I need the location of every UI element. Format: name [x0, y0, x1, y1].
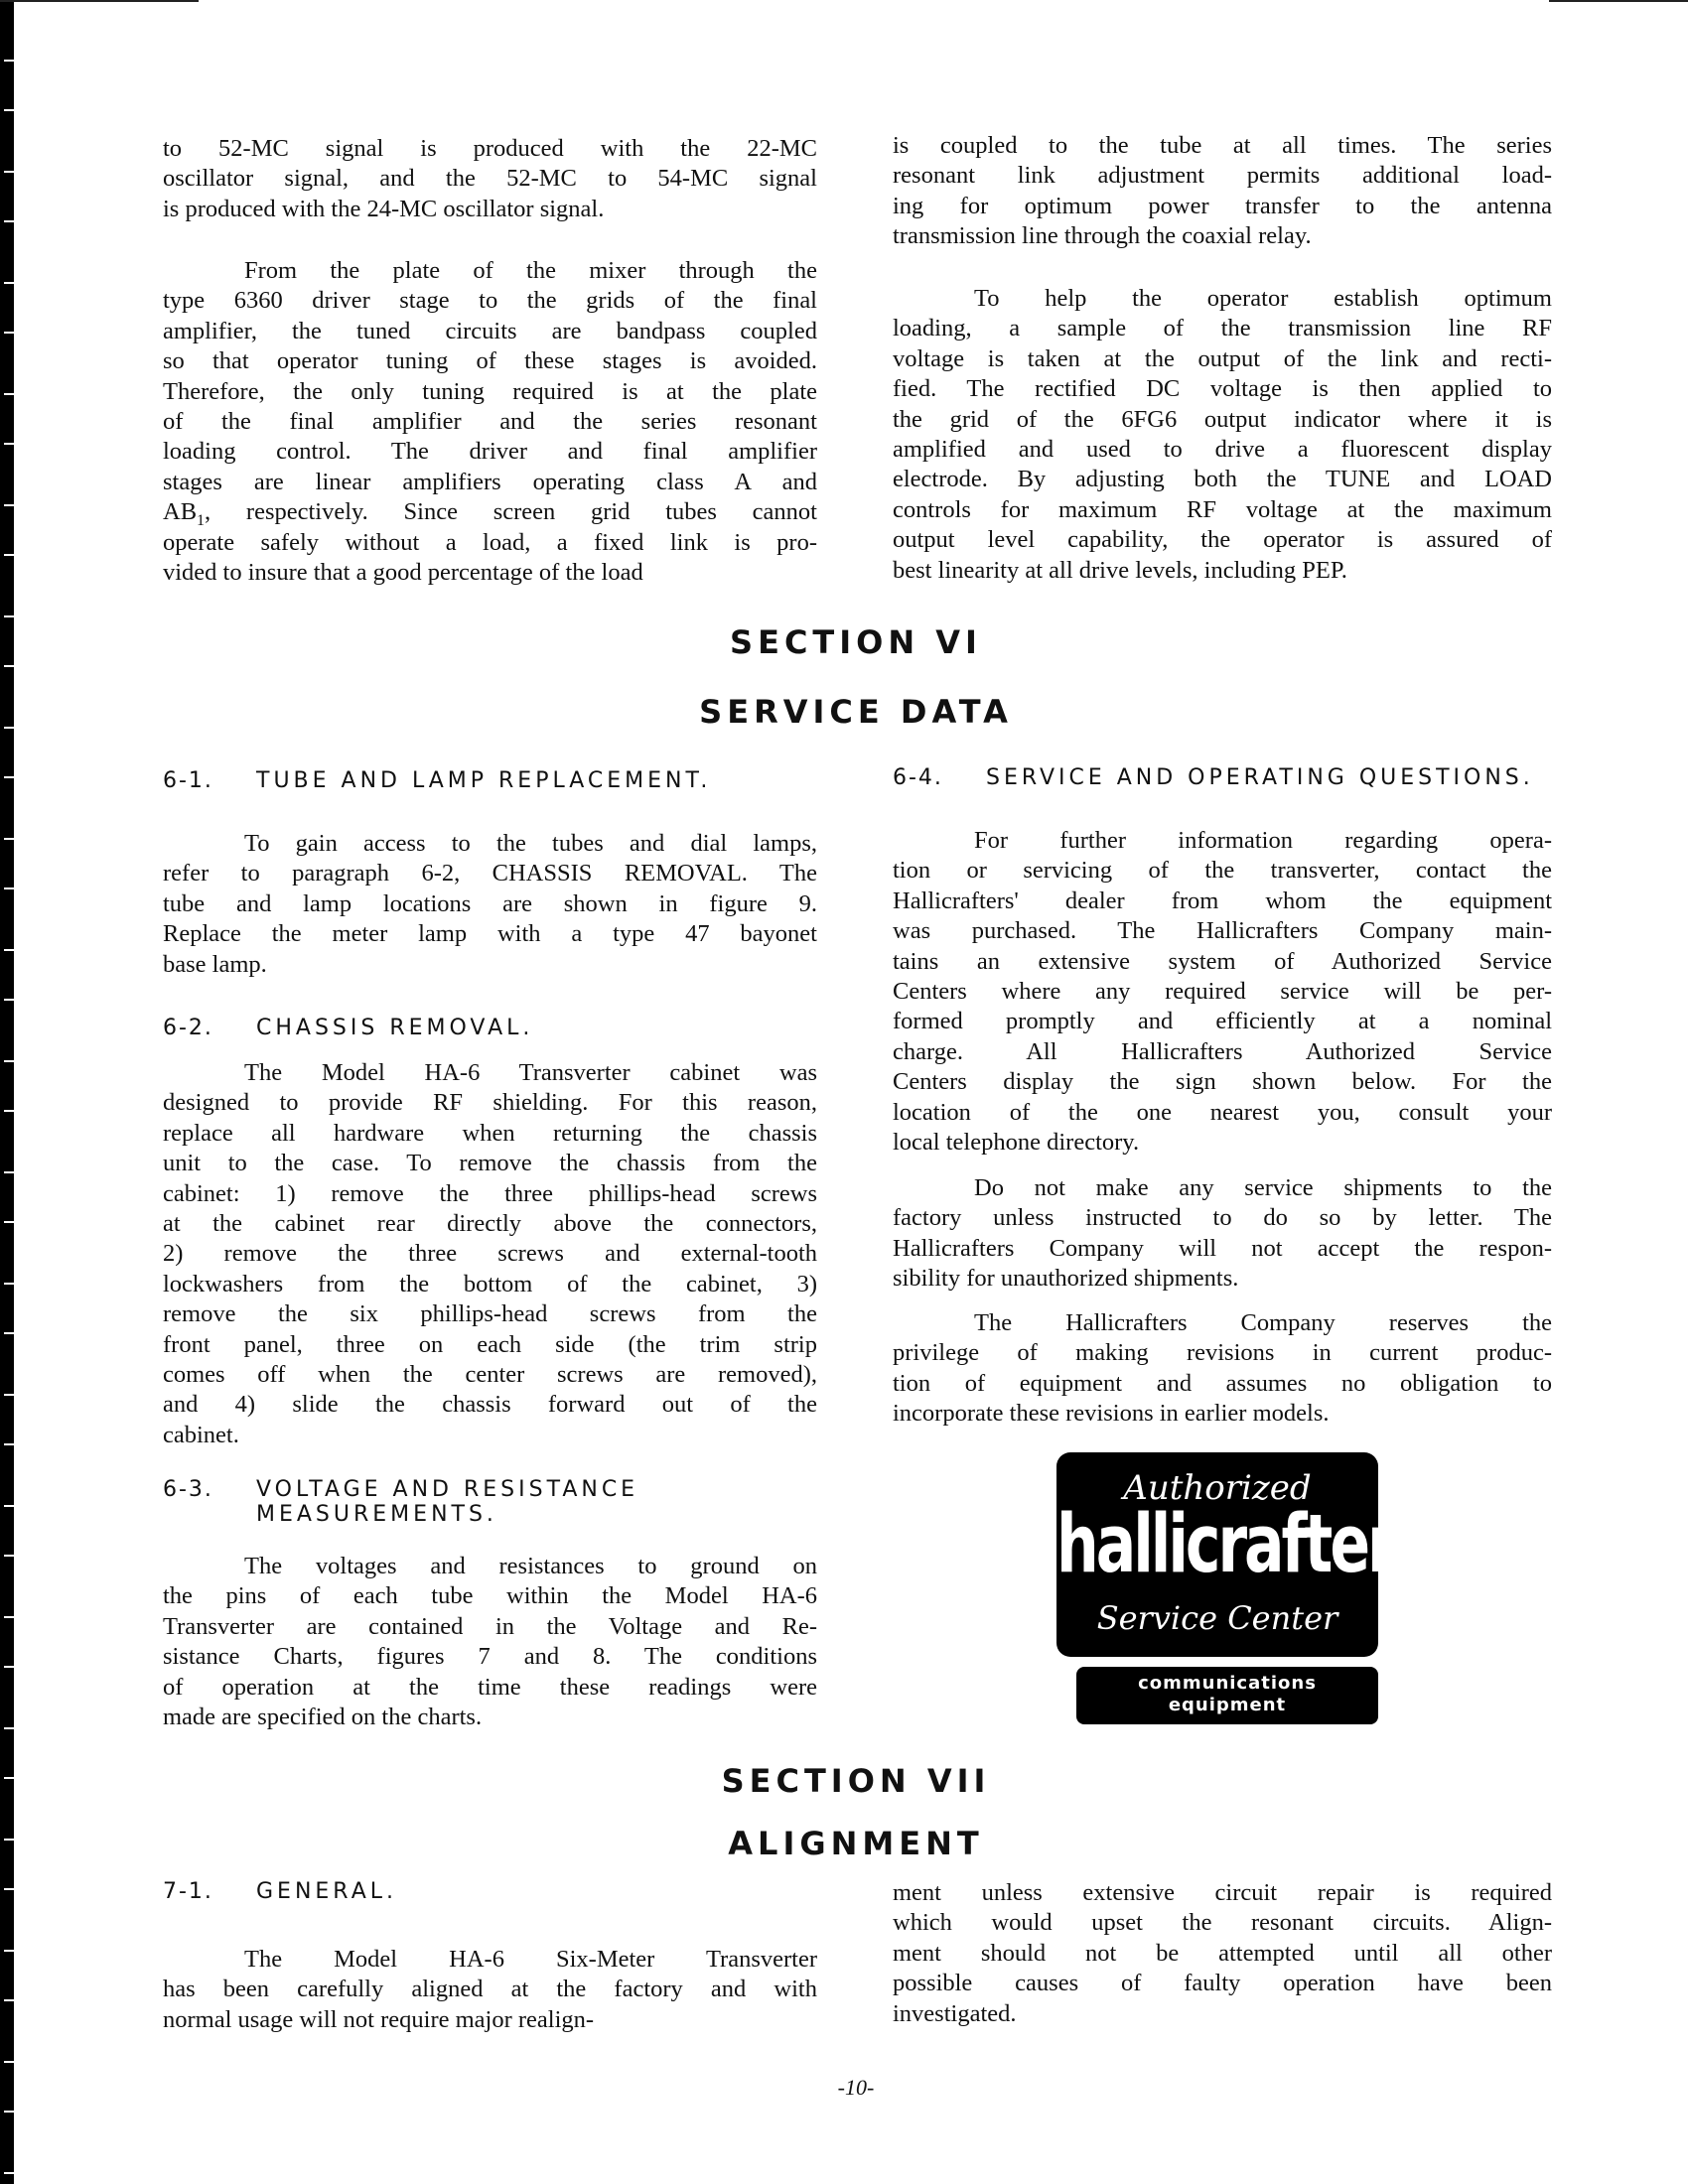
paragraph-7-1 — [163, 1945, 817, 2035]
text-line: $AB_1$, respectively. Since screen grid tubes cannot — [163, 498, 817, 530]
text-line: amplified and used to drive a fluorescent display — [893, 436, 1552, 464]
text-line: the grid of the 6FG6 output indicator where it is — [893, 405, 1552, 433]
heading-number: 7-1. — [163, 1879, 213, 1904]
authorized-service-center-logo — [1056, 1452, 1427, 1724]
text-line: so that operator tuning of these stages is avoided. — [163, 347, 817, 375]
paragraph-loading — [893, 284, 1552, 586]
text-line: Transverter are contained in the Voltage and Re- — [163, 1612, 817, 1640]
text-line: Centers display the sign shown below. For the — [893, 1068, 1552, 1096]
text-line: best linearity at all drive levels, including PEP. — [893, 556, 1347, 584]
text-line: tains an extensive system of Authorized Service — [893, 947, 1552, 975]
text-line: resonant link adjustment permits additional load- — [893, 162, 1552, 190]
text-line: sibility for unauthorized shipments. — [893, 1265, 1239, 1293]
scan-line — [1549, 0, 1688, 2]
paragraph-6-4-revisions — [893, 1308, 1552, 1430]
text-line: For further information regarding opera- — [974, 827, 1552, 854]
section-vii-title: SECTION VII — [721, 1762, 991, 1800]
text-line: 2) remove the three screws and external-tooth — [163, 1240, 817, 1268]
text-line: fied. The rectified DC voltage is then applied to — [893, 375, 1552, 403]
text-line: operate safely without a load, a fixed link is pro- — [163, 528, 817, 556]
text-line: replace all hardware when returning the chassis — [163, 1119, 817, 1147]
text-line: base lamp. — [163, 950, 267, 978]
text-line: comes off when the center screws are removed), — [163, 1361, 817, 1389]
text-line: type 6360 driver stage to the grids of the final — [163, 287, 817, 315]
text-line: output level capability, the operator is assured of — [893, 526, 1552, 554]
text-line: lockwashers from the bottom of the cabinet, 3) — [163, 1270, 817, 1297]
text-line: which would upset the resonant circuits. Align- — [893, 1909, 1552, 1937]
logo-tagline — [1076, 1667, 1378, 1724]
text-line: ment should not be attempted until all other — [893, 1939, 1552, 1967]
text-line: designed to provide RF shielding. For this reason, — [163, 1089, 817, 1117]
text-line: of the final amplifier and the series resonant — [163, 408, 817, 436]
text-line: has been carefully aligned at the factory and with — [163, 1976, 817, 2003]
paragraph-driver-stage — [163, 256, 817, 588]
section-vi-name: SERVICE DATA — [699, 693, 1013, 731]
page-number: -10- — [837, 2075, 875, 2100]
text-line: unit to the case. To remove the chassis from the — [163, 1150, 817, 1177]
text-line: to 52-MC signal is produced with the 22-MC — [163, 135, 817, 162]
text-line: oscillator signal, and the 52-MC to 54-MC signal — [163, 165, 817, 193]
text-line: cabinet. — [163, 1421, 239, 1448]
heading-number: 6-1. — [163, 768, 213, 793]
heading-text: VOLTAGE AND RESISTANCE — [256, 1477, 639, 1502]
text-line: The voltages and resistances to ground on — [244, 1553, 817, 1579]
text-line: charge. All Hallicrafters Authorized Service — [893, 1037, 1552, 1065]
heading-number: 6-4. — [893, 765, 943, 790]
text-line: privilege of making revisions in current produc- — [893, 1339, 1552, 1367]
section-vi-title: SECTION VI — [730, 623, 982, 661]
text-line: refer to paragraph 6-2, CHASSIS REMOVAL. The — [163, 860, 817, 887]
text-line: amplifier, the tuned circuits are bandpass coupled — [163, 317, 817, 344]
text-line: loading control. The driver and final amplifier — [163, 438, 817, 466]
paragraph-6-4-shipments — [893, 1173, 1552, 1295]
text-line: the pins of each tube within the Model HA-6 — [163, 1582, 817, 1610]
text-line: tube and lamp locations are shown in figure 9. — [163, 889, 817, 917]
text-line: Hallicrafters Company will not accept the respon- — [893, 1234, 1552, 1262]
heading-number: 6-3. — [163, 1477, 213, 1502]
text-line: factory unless instructed to do so by letter. The — [893, 1204, 1552, 1232]
logo-sign — [1056, 1452, 1427, 1657]
paragraph-6-4-info — [893, 826, 1552, 1158]
text-line: front panel, three on each side (the trim strip — [163, 1330, 817, 1358]
text-line: The Model HA-6 Six-Meter Transverter — [244, 1946, 817, 1973]
heading-6-1 — [163, 768, 711, 793]
text-line: at the cabinet rear directly above the connectors, — [163, 1210, 817, 1238]
text-line: investigated. — [893, 1999, 1017, 2027]
text-line: Replace the meter lamp with a type 47 bayonet — [163, 920, 817, 948]
text-line: The Hallicrafters Company reserves the — [974, 1309, 1552, 1336]
text-line: Do not make any service shipments to the — [974, 1174, 1552, 1201]
heading-text: SERVICE AND OPERATING QUESTIONS. — [986, 765, 1534, 790]
text-line: To gain access to the tubes and dial lamps, — [244, 830, 817, 857]
text-line: The Model HA-6 Transverter cabinet was — [244, 1059, 817, 1086]
text-line: is produced with the 24-MC oscillator signal. — [163, 195, 605, 222]
text-line: From the plate of the mixer through the — [244, 257, 817, 284]
text-line: of operation at the time these readings were — [163, 1673, 817, 1701]
text-line: electrode. By adjusting both the TUNE and LOAD — [893, 466, 1552, 493]
text-line: made are specified on the charts. — [163, 1704, 483, 1731]
section-vii-name: ALIGNMENT — [728, 1825, 984, 1862]
heading-text: GENERAL. — [256, 1879, 397, 1904]
text-line: ment unless extensive circuit repair is required — [893, 1879, 1552, 1906]
text-line: Hallicrafters' dealer from whom the equipment — [893, 887, 1552, 914]
text-line: Therefore, the only tuning required is at the plate — [163, 377, 817, 405]
logo-service-center: Service Center — [1096, 1599, 1338, 1637]
paragraph-mixer-signal — [163, 134, 817, 224]
text-line: loading, a sample of the transmission line RF — [893, 315, 1552, 342]
paragraph-6-2 — [163, 1058, 817, 1450]
text-line: stages are linear amplifiers operating class A and — [163, 468, 817, 495]
text-line: and 4) slide the chassis forward out of the — [163, 1391, 817, 1419]
text-line: controls for maximum RF voltage at the maximum — [893, 495, 1552, 523]
text-line: sistance Charts, figures 7 and 8. The conditions — [163, 1643, 817, 1671]
text-line: local telephone directory. — [893, 1129, 1140, 1157]
heading-6-2 — [163, 1016, 533, 1040]
logo-tagline-2: equipment — [1168, 1695, 1287, 1715]
heading-number: 6-2. — [163, 1016, 213, 1040]
logo-tagline-1: communications — [1138, 1673, 1317, 1694]
text-line: voltage is taken at the output of the link and recti- — [893, 344, 1552, 372]
heading-6-3 — [163, 1477, 638, 1527]
heading-text: TUBE AND LAMP REPLACEMENT. — [256, 768, 712, 793]
logo-authorized: Authorized — [1123, 1468, 1312, 1508]
text-line: transmission line through the coaxial relay. — [893, 222, 1312, 250]
paragraph-link-coupling — [893, 131, 1552, 252]
text-line: cabinet: 1) remove the three phillips-head screws — [163, 1179, 817, 1207]
text-line: formed promptly and efficiently at a nominal — [893, 1008, 1552, 1035]
text-line: possible causes of faulty operation have been — [893, 1970, 1552, 1997]
heading-text-line2: MEASUREMENTS. — [256, 1502, 497, 1527]
paragraph-7-1-continued — [893, 1878, 1552, 2029]
heading-text: CHASSIS REMOVAL. — [256, 1016, 534, 1040]
text-line: Centers where any required service will be per- — [893, 978, 1552, 1006]
text-line: vided to insure that a good percentage of the load — [163, 559, 643, 587]
text-line: To help the operator establish optimum — [974, 285, 1552, 312]
paragraph-6-3 — [163, 1552, 817, 1732]
logo-brand: hallicrafters — [1056, 1497, 1427, 1592]
heading-6-4 — [893, 765, 1534, 790]
text-line: tion or servicing of the transverter, contact the — [893, 857, 1552, 885]
heading-7-1 — [163, 1879, 397, 1904]
text-line: is coupled to the tube at all times. The series — [893, 132, 1552, 159]
text-line: location of the one nearest you, consult your — [893, 1098, 1552, 1126]
text-line: normal usage will not require major realign- — [163, 2005, 595, 2033]
text-line: was purchased. The Hallicrafters Company main- — [893, 917, 1552, 945]
text-line: remove the six phillips-head screws from the — [163, 1300, 817, 1328]
paragraph-6-1 — [163, 829, 817, 980]
text-line: tion of equipment and assumes no obligation to — [893, 1369, 1552, 1397]
text-line: ing for optimum power transfer to the antenna — [893, 192, 1552, 219]
scan-line — [0, 0, 199, 2]
text-line: incorporate these revisions in earlier models. — [893, 1400, 1330, 1428]
